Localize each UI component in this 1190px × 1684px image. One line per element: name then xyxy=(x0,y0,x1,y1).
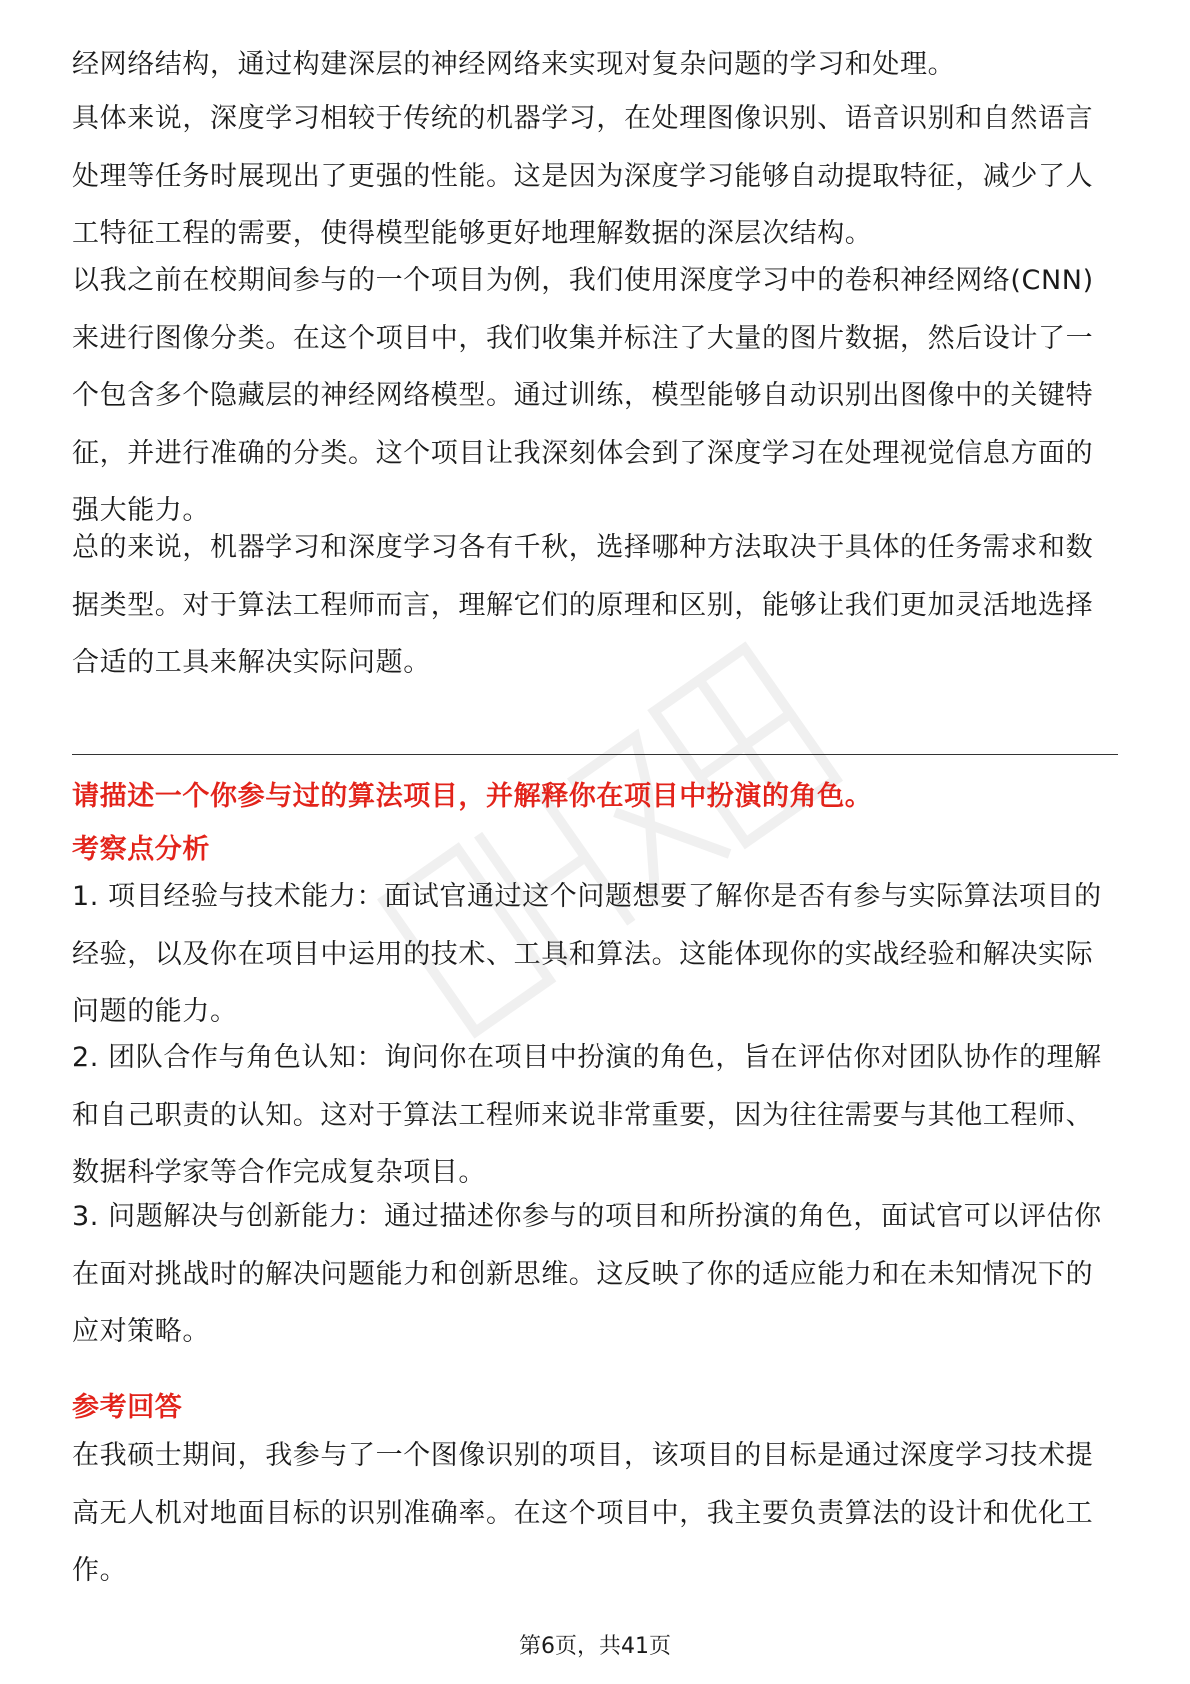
page-footer: 第6页，共41页 xyxy=(519,1634,671,1659)
paragraph-intro-end: 经网络结构，通过构建深层的神经网络来实现对复杂问题的学习和处理。 xyxy=(72,49,956,80)
analysis-heading: 考察点分析 xyxy=(72,834,210,865)
answer-paragraph: 在我硕士期间，我参与了一个图像识别的项目，该项目的目标是通过深度学习技术提高无人机对地面目标的识别准确率。在这个项目中，我主要负责算法的设计和优化工作。 xyxy=(72,1440,1094,1586)
document-page xyxy=(72,0,1118,1684)
paragraph-summary: 总的来说，机器学习和深度学习各有千秋，选择哪种方法取决于具体的任务需求和数据类型。对于算法工程师而言，理解它们的原理和区别，能够让我们更加灵活地选择合适的工具来解决实际问题。 xyxy=(72,532,1094,678)
analysis-item-1: 1. 项目经验与技术能力：面试官通过这个问题想要了解你是否有参与实际算法项目的经验，以及你在项目中运用的技术、工具和算法。这能体现你的实战经验和解决实际问题的能力。 xyxy=(72,881,1102,1027)
paragraph-deep-learning-advantage: 具体来说，深度学习相较于传统的机器学习，在处理图像识别、语音识别和自然语言处理等任务时展现出了更强的性能。这是因为深度学习能够自动提取特征，减少了人工特征工程的需要，使得模型能够更好地理解数据的深层次结构。 xyxy=(72,103,1094,249)
answer-heading: 参考回答 xyxy=(72,1392,183,1423)
question-title: 请描述一个你参与过的算法项目，并解释你在项目中扮演的角色。 xyxy=(72,781,873,812)
paragraph-cnn-project: 以我之前在校期间参与的一个项目为例，我们使用深度学习中的卷积神经网络(CNN)来进行图像分类。在这个项目中，我们收集并标注了大量的图片数据，然后设计了一个包含多个隐藏层的神经网络模型。通过训练，模型能够自动识别出图像中的关键特征，并进行准确的分类。这个项目让我深刻体会到了深度学习在处理视觉信息方面的强大能力。 xyxy=(72,265,1094,526)
analysis-item-2: 2. 团队合作与角色认知：询问你在项目中扮演的角色，旨在评估你对团队协作的理解和自己职责的认知。这对于算法工程师来说非常重要，因为往往需要与其他工程师、数据科学家等合作完成复杂项目。 xyxy=(72,1042,1102,1188)
section-divider xyxy=(72,754,1118,755)
analysis-item-3: 3. 问题解决与创新能力：通过描述你参与的项目和所扮演的角色，面试官可以评估你在面对挑战时的解决问题能力和创新思维。这反映了你的适应能力和在未知情况下的应对策略。 xyxy=(72,1201,1102,1347)
